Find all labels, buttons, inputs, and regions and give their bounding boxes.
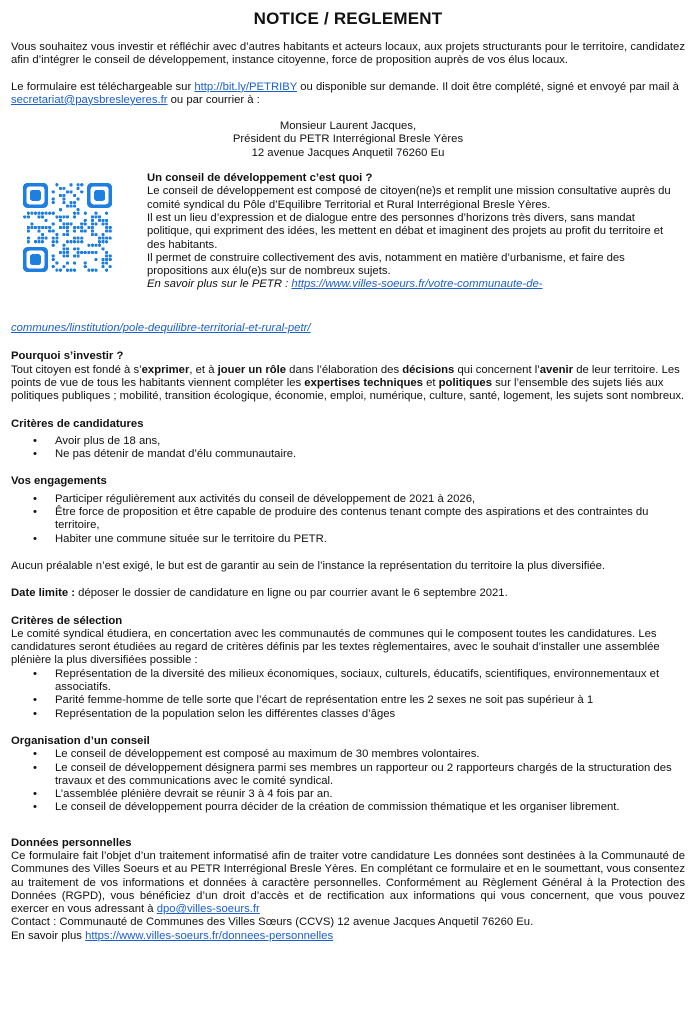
bullet-icon: •	[33, 448, 37, 461]
selection-heading: Critères de sélection	[11, 614, 123, 627]
list-item	[11, 506, 685, 533]
notice-page	[11, 0, 685, 943]
bullet-icon: •	[33, 434, 37, 447]
commitments-section	[11, 475, 685, 545]
deadline-text: déposer le dossier de candidature en ligne ou par courrier avant le 6 septembre 2021.	[75, 587, 508, 600]
organisation-section	[11, 735, 685, 815]
dpo-email-link[interactable]: dpo@villes-soeurs.fr	[156, 903, 260, 916]
list-item	[11, 694, 685, 707]
list-item-text: Être force de proposition et être capable de produire des contenus tenant compte des aspirations et des contraintes du territoire,	[55, 506, 649, 532]
why-paragraph	[11, 364, 685, 404]
list-item-text: Habiter une commune située sur le territoire du PETR.	[55, 532, 327, 545]
commitments-list	[11, 493, 685, 546]
list-item-text: Participer régulièrement aux activités du conseil de développement de 2021 à 2026,	[55, 492, 476, 505]
contact-line: Contact : Communauté de Communes des Villes Sœurs (CCVS) 12 avenue Jacques Anquetil 76260 Eu.	[11, 916, 534, 929]
criteria-section	[11, 418, 685, 462]
form-text-before: Le formulaire est téléchargeable sur	[11, 80, 195, 93]
why-text-1: Tout citoyen est fondé à s’	[11, 363, 142, 376]
council-paragraph-3: Il permet de construire collectivement des avis, notamment en matière d’urbanisme, et faire des propositions aux élu(e)s sur de nombreux sujets.	[147, 251, 625, 278]
petr-link-part-1[interactable]: https://www.villes-soeurs.fr/votre-communaute-de-	[291, 278, 543, 291]
council-more-line	[147, 278, 682, 291]
selection-section	[11, 615, 685, 721]
list-item	[11, 435, 685, 448]
council-heading: Un conseil de développement c’est quoi ?	[147, 172, 373, 185]
download-link[interactable]: http://bit.ly/PETRIBY	[194, 80, 298, 93]
bullet-icon: •	[33, 748, 37, 761]
form-text-after: ou disponible sur demande. Il doit être complété, signé et envoyé par mail à	[297, 80, 679, 93]
why-bold-5: expertises techniques	[304, 376, 423, 389]
criteria-list	[11, 435, 685, 462]
no-prerequisite-paragraph: Aucun préalable n’est exigé, le but est de garantir au sein de l’instance la représentation du territoire la plus diversifiée.	[11, 559, 606, 572]
list-item-text: Représentation de la diversité des milieux économiques, sociaux, culturels, éducatifs, scientifiques, environnementaux et associatifs.	[55, 667, 660, 694]
selection-list	[11, 668, 685, 721]
intro-paragraph: Vous souhaitez vous investir et réfléchir avec d’autres habitants et acteurs locaux, aux projets structurants pour le territoire, candidatez afin d’intégrer le conseil de développement, instance citoyenne, force de proposition auprès de vos élus locaux.	[11, 41, 685, 67]
secretariat-email-link[interactable]: secretariat@paysbresleyeres.fr	[11, 93, 168, 106]
form-download-paragraph	[11, 81, 685, 108]
organisation-list	[11, 748, 685, 814]
personal-data-more-line	[11, 930, 685, 943]
list-item-text: Représentation de la population selon les différentes classes d’âges	[55, 707, 396, 720]
bullet-icon: •	[33, 532, 37, 545]
why-text-2: , et à	[189, 363, 218, 376]
why-bold-1: exprimer	[141, 363, 190, 376]
bullet-icon: •	[33, 492, 37, 505]
list-item-text: Parité femme-homme de telle sorte que l’écart de représentation entre les 2 sexes ne soit pas supérieur à 1	[55, 694, 594, 707]
address-line-2: Président du PETR Interrégional Bresle Yères	[232, 133, 464, 146]
why-text-5: de leur territoire. Les points de vue de tous les habitants viennent compléter les	[11, 363, 680, 389]
why-text-3: dans l’élaboration des	[286, 363, 403, 376]
bullet-icon: •	[33, 694, 37, 707]
petr-link-part-2[interactable]: communes/linstitution/pole-dequilibre-territorial-et-rural-petr/	[11, 322, 311, 335]
list-item	[11, 448, 685, 461]
postal-address	[11, 120, 685, 160]
bullet-icon: •	[33, 761, 37, 774]
qr-code-graphic	[23, 183, 112, 272]
deadline-paragraph	[11, 587, 685, 600]
criteria-heading: Critères de candidatures	[11, 417, 144, 430]
personal-data-text: Ce formulaire fait l’objet d’un traitement informatisé afin de traiter votre candidature Les données sont destinées à la Communauté de Communes des Villes Soeurs et au PETR Interrégional Bresle Yères. En complétant ce formulaire et en le soumettant, vous consentez au traitement de vos informations et données à caractère personnelles. Conformément au Règlement Général à la Protection des Données (RGPD), vous bénéficiez d’un droit d’accès et de rectification aux informations qui vous concernent, que vous pouvez exercer en vous adressant à	[11, 849, 685, 916]
list-item	[11, 748, 685, 761]
bullet-icon: •	[33, 506, 37, 519]
why-bold-3: décisions	[402, 363, 455, 376]
personal-data-paragraph	[11, 850, 685, 916]
page-title: NOTICE / REGLEMENT	[253, 9, 443, 28]
list-item-text: L’assemblée plénière devrait se réunir 3 à 4 fois par an.	[55, 788, 333, 801]
list-item	[11, 708, 685, 721]
form-text-post: ou par courrier à :	[167, 93, 260, 106]
list-item-text: Le conseil de développement désignera parmi ses membres un rapporteur ou 2 rapporteurs chargés de la structuration des travaux et des communications avec le comité syndical.	[55, 761, 672, 787]
bullet-icon: •	[33, 801, 37, 814]
list-item	[11, 493, 685, 506]
why-bold-2: jouer un rôle	[217, 363, 287, 376]
why-bold-4: avenir	[539, 363, 574, 376]
list-item	[11, 788, 685, 801]
why-text-7: sur l’ensemble des sujets liés aux politiques publiques ; mobilité, transition écologique, économie, emploi, numérique, culture, santé, logement, les sujets sont nombreux.	[11, 376, 685, 403]
council-paragraph-1: Le conseil de développement est composé de citoyen(ne)s et remplit une mission consultative auprès du comité syndical du Pôle d’Equilibre Territorial et Rural Interrégional Bresle Yères.	[147, 185, 671, 211]
petr-link-continuation	[11, 322, 685, 335]
list-item	[11, 801, 685, 814]
council-paragraph-2: Il est un lieu d’expression et de dialogue entre des personnes d’horizons très divers, sans mandat politique, qui expriment des idées, les mettent en débat et imaginent des projets au profit du territoire et des habitants.	[147, 211, 664, 251]
address-line-3: 12 avenue Jacques Anquetil 76260 Eu	[251, 146, 445, 159]
why-text-6: et	[422, 376, 439, 389]
why-bold-6: politiques	[438, 376, 493, 389]
list-item-text: Le conseil de développement pourra décider de la création de commission thématique et les organiser librement.	[55, 801, 620, 814]
council-section	[11, 172, 685, 322]
list-item	[11, 533, 685, 546]
deadline-label: Date limite :	[11, 587, 76, 600]
qr-code-icon	[23, 183, 112, 272]
address-line-1: Monsieur Laurent Jacques,	[279, 120, 417, 133]
personal-data-link[interactable]: https://www.villes-soeurs.fr/donnees-personnelles	[85, 929, 334, 942]
council-more-label: En savoir plus sur le PETR :	[147, 278, 292, 291]
list-item	[11, 762, 685, 789]
organisation-heading: Organisation d’un conseil	[11, 734, 150, 747]
list-item-text: Ne pas détenir de mandat d’élu communautaire.	[55, 448, 297, 461]
why-text-4: qui concernent l’	[454, 363, 540, 376]
commitments-heading: Vos engagements	[11, 475, 107, 488]
bullet-icon: •	[33, 707, 37, 720]
list-item-text: Le conseil de développement est composé au maximum de 30 membres volontaires.	[55, 748, 480, 761]
personal-data-section	[11, 837, 685, 943]
list-item	[11, 668, 685, 695]
council-text	[147, 172, 682, 292]
personal-data-heading: Données personnelles	[11, 836, 132, 849]
bullet-icon: •	[33, 667, 37, 680]
selection-paragraph: Le comité syndical étudiera, en concertation avec les communautés de communes qui le composent toutes les candidatures. Les candidatures seront étudiées au regard de critères définis par les textes règlementaires, avec le souhait d’installer une assemblée plénière la plus diversifiées possible :	[11, 627, 660, 667]
why-heading: Pourquoi s’investir ?	[11, 350, 124, 363]
list-item-text: Avoir plus de 18 ans,	[55, 434, 161, 447]
bullet-icon: •	[33, 788, 37, 801]
personal-data-more-label: En savoir plus	[11, 929, 86, 942]
why-section	[11, 350, 685, 403]
